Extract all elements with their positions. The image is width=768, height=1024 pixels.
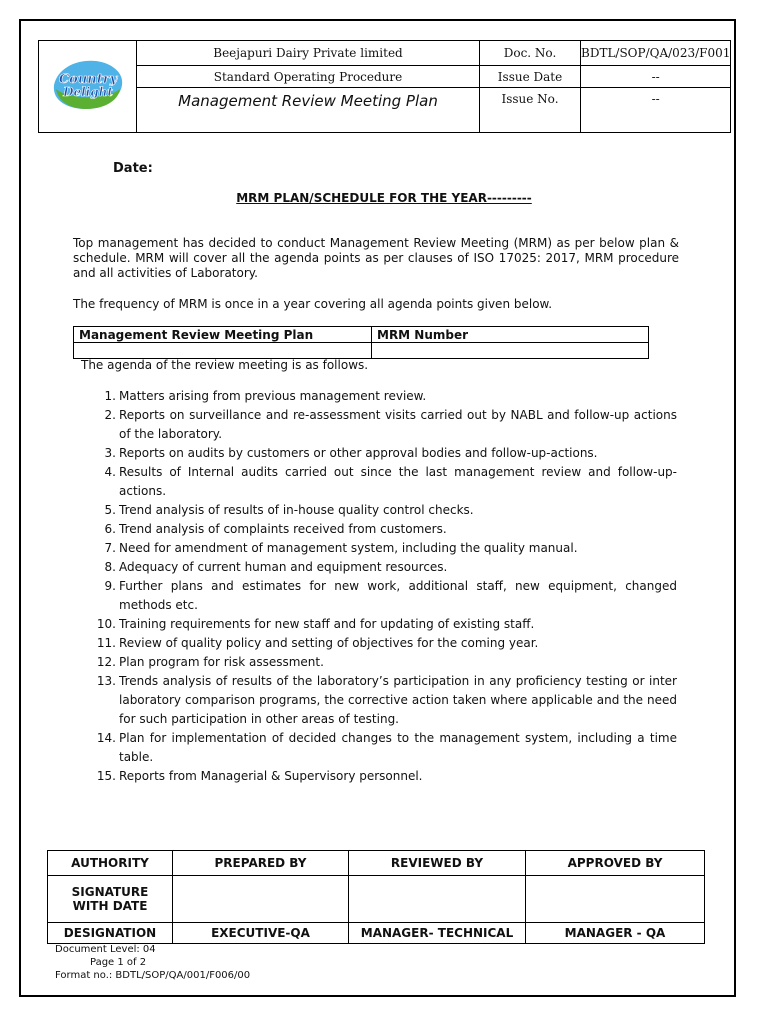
agenda-item-text: Reports from Managerial & Supervisory personnel. — [119, 769, 423, 783]
agenda-item-number: 2. — [104, 408, 116, 422]
prepared-designation: EXECUTIVE-QA — [173, 923, 349, 944]
agenda-item-text: Reports on surveillance and re-assessment visits carried out by NABL and follow-up actions of the laboratory. — [119, 408, 677, 441]
agenda-item — [97, 767, 677, 786]
agenda-item-number: 11. — [96, 636, 116, 650]
agenda-item-number: 8. — [104, 560, 116, 574]
intro-paragraph: Top management has decided to conduct Management Review Meeting (MRM) as per below plan & schedule. MRM will cover all the agenda points as per clauses of ISO 17025: 2017, MRM procedure and all activities of Laboratory. — [73, 236, 679, 280]
format-number: Format no.: BDTL/SOP/QA/001/F006/00 — [55, 970, 251, 981]
agenda-item-text: Further plans and estimates for new work, additional staff, new equipment, changed methods etc. — [119, 579, 677, 612]
mrm-number-cell[interactable] — [372, 343, 649, 359]
page-number: Page 1 of 2 — [90, 957, 147, 968]
signature-with-date-label: SIGNATURE WITH DATE — [48, 876, 173, 923]
prepared-by-header: PREPARED BY — [173, 851, 349, 876]
agenda-item — [97, 653, 677, 672]
agenda-item — [97, 387, 677, 406]
agenda-item-number: 6. — [104, 522, 116, 536]
approved-by-header: APPROVED BY — [526, 851, 705, 876]
agenda-item-text: Trends analysis of results of the laboratory’s participation in any proficiency testing or inter laboratory comparison programs, the corrective action taken where applicable and the need for such participation in other areas of testing. — [119, 674, 677, 726]
agenda-item-number: 4. — [104, 465, 116, 479]
reviewed-designation: MANAGER- TECHNICAL — [349, 923, 526, 944]
agenda-item-text: Results of Internal audits carried out since the last management review and follow-up-actions. — [119, 465, 677, 498]
agenda-item-number: 13. — [96, 674, 116, 688]
agenda-item — [97, 520, 677, 539]
footer — [55, 943, 250, 982]
agenda-item-text: Reports on audits by customers or other approval bodies and follow-up-actions. — [119, 446, 598, 460]
agenda-item — [97, 634, 677, 653]
agenda-item — [97, 672, 677, 729]
agenda-item-number: 5. — [104, 503, 116, 517]
agenda-item-text: Training requirements for new staff and for updating of existing staff. — [119, 617, 535, 631]
designation-label: DESIGNATION — [48, 923, 173, 944]
agenda-item-text: Plan for implementation of decided changes to the management system, including a time table. — [119, 731, 677, 764]
mrm-plan-header: Management Review Meeting Plan — [74, 327, 372, 343]
agenda-item — [97, 463, 677, 501]
agenda-item — [97, 615, 677, 634]
agenda-item-number: 12. — [96, 655, 116, 669]
agenda-item — [97, 577, 677, 615]
issue-date-value: -- — [581, 66, 731, 88]
mrm-number-header: MRM Number — [372, 327, 649, 343]
agenda-item — [97, 558, 677, 577]
agenda-item-text: Matters arising from previous management review. — [119, 389, 427, 403]
agenda-item — [97, 539, 677, 558]
signoff-table — [47, 850, 705, 944]
date-label: Date: — [113, 161, 153, 176]
agenda-item-number: 1. — [104, 389, 116, 403]
prepared-signature-cell[interactable] — [173, 876, 349, 923]
schedule-heading: MRM PLAN/SCHEDULE FOR THE YEAR--------- — [236, 191, 532, 205]
authority-header: AUTHORITY — [48, 851, 173, 876]
reviewed-by-header: REVIEWED BY — [349, 851, 526, 876]
country-delight-logo — [48, 55, 128, 115]
doc-no-label: Doc. No. — [480, 41, 581, 66]
approved-designation: MANAGER - QA — [526, 923, 705, 944]
agenda-item-number: 15. — [96, 769, 116, 783]
agenda-item-text: Need for amendment of management system, including the quality manual. — [119, 541, 578, 555]
frequency-paragraph: The frequency of MRM is once in a year covering all agenda points given below. — [73, 297, 553, 311]
document-level: Document Level: 04 — [55, 944, 156, 955]
logo-text: Country — [58, 72, 117, 87]
issue-no-value: -- — [581, 88, 731, 133]
issue-date-label: Issue Date — [480, 66, 581, 88]
agenda-item — [97, 501, 677, 520]
agenda-item-text: Adequacy of current human and equipment resources. — [119, 560, 448, 574]
doc-no-value: BDTL/SOP/QA/023/F001 — [581, 41, 731, 66]
agenda-item-text: Plan program for risk assessment. — [119, 655, 324, 669]
mrm-plan-cell[interactable] — [74, 343, 372, 359]
document-header-table — [38, 40, 731, 133]
logo-text-2: Delight — [62, 85, 113, 99]
agenda-list — [97, 387, 677, 786]
logo-cell — [39, 41, 137, 133]
approved-signature-cell[interactable] — [526, 876, 705, 923]
agenda-item-number: 7. — [104, 541, 116, 555]
agenda-item-number: 10. — [96, 617, 116, 631]
mrm-plan-table — [73, 326, 649, 359]
agenda-item — [97, 444, 677, 463]
agenda-item-number: 9. — [104, 579, 116, 593]
agenda-item-text: Trend analysis of results of in-house quality control checks. — [119, 503, 474, 517]
agenda-item — [97, 729, 677, 767]
agenda-item — [97, 406, 677, 444]
issue-no-label: Issue No. — [480, 88, 581, 133]
agenda-item-number: 14. — [96, 731, 116, 745]
company-name: Beejapuri Dairy Private limited — [137, 41, 480, 66]
document-title: Management Review Meeting Plan — [137, 88, 480, 133]
sop-type: Standard Operating Procedure — [137, 66, 480, 88]
agenda-item-text: Review of quality policy and setting of objectives for the coming year. — [119, 636, 539, 650]
agenda-item-number: 3. — [104, 446, 116, 460]
agenda-intro: The agenda of the review meeting is as follows. — [81, 358, 369, 372]
reviewed-signature-cell[interactable] — [349, 876, 526, 923]
agenda-item-text: Trend analysis of complaints received from customers. — [119, 522, 447, 536]
